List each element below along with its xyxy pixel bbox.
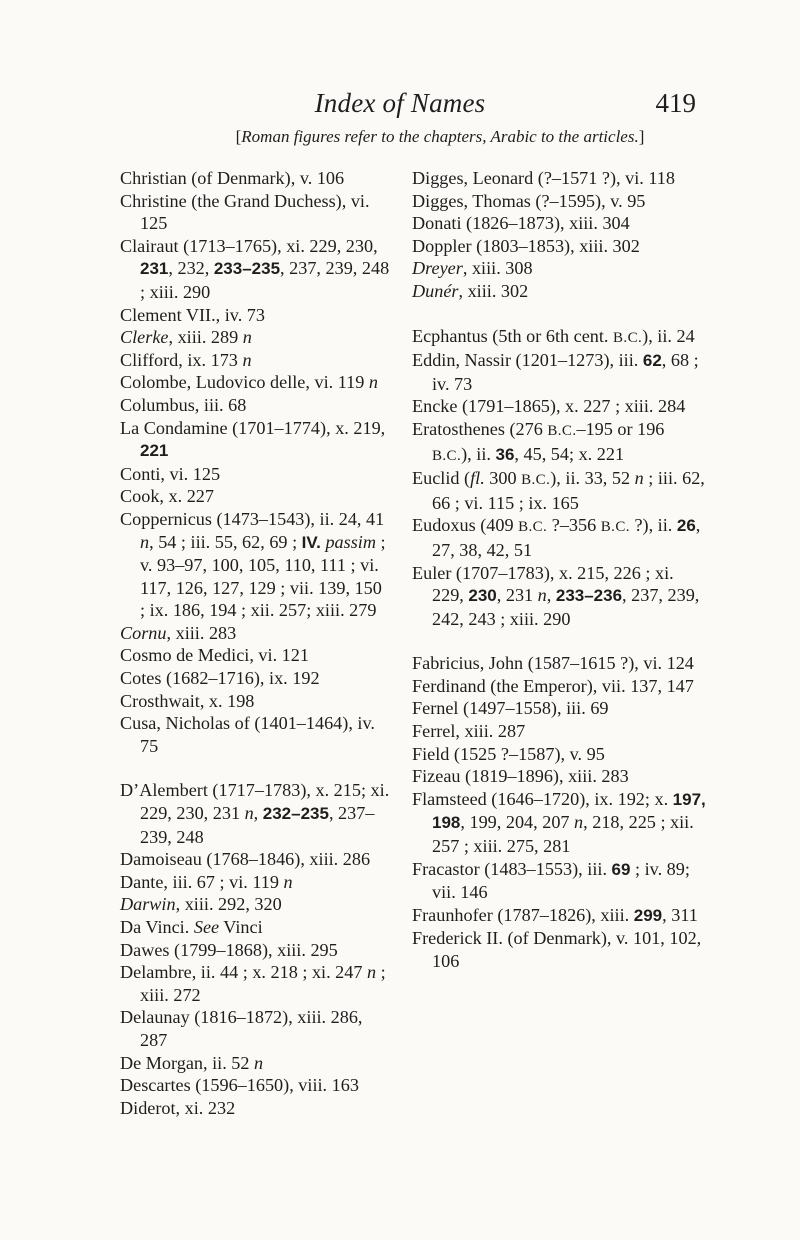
entry-reference: , 68 ; iv. 73 [432, 350, 699, 394]
entry-reference: xiii. 304 [569, 213, 630, 234]
entry-name: Eratosthenes (276 [412, 418, 548, 439]
entry-name: Euclid ( [412, 468, 471, 489]
index-entry [412, 190, 706, 213]
entry-reference: x. 219, [335, 417, 386, 438]
running-title: Index of Names [314, 88, 486, 118]
right-column [412, 167, 706, 973]
entry-reference: iii. 67 ; vi. 119 [172, 871, 284, 892]
entry-reference: fl. [470, 468, 485, 489]
entry-reference: , 231 [496, 585, 538, 606]
index-entry [120, 871, 390, 894]
entry-reference: n [574, 812, 584, 833]
index-entry [412, 904, 706, 928]
entry-reference: n [368, 372, 378, 393]
entry-reference: B.C. [547, 422, 577, 439]
entry-reference: iii. 69 [566, 698, 609, 719]
entry-name: Fabricius, John (1587–1615 ?), [412, 653, 644, 674]
entry-reference: ?), ii. [629, 515, 677, 536]
index-entry [412, 467, 706, 514]
entry-name: Cosmo de Medici, [120, 645, 259, 666]
index-entry [412, 418, 706, 467]
entry-reference: n [242, 349, 252, 370]
entry-reference: B.C. [521, 472, 551, 489]
entry-reference: , 199, 204, 207 [460, 812, 575, 833]
index-entry [412, 235, 706, 258]
index-entry [412, 325, 706, 350]
index-entry [412, 167, 706, 190]
index-entry [120, 190, 390, 235]
entry-reference: 69 [611, 859, 631, 879]
entry-reference: ix. 192; x. [594, 788, 673, 809]
entry-name: Diderot, [120, 1097, 185, 1118]
entry-reference: vii. 137, 147 [601, 675, 694, 696]
entry-reference: v. 101, 102, 106 [432, 928, 702, 971]
entry-reference: ix. 173 [187, 349, 243, 370]
index-entry [120, 779, 390, 848]
entry-reference: ; xiii. 272 [140, 962, 386, 1005]
entry-name: Cornu [120, 622, 167, 643]
entry-reference: , [546, 585, 556, 606]
entry-name: Delaunay (1816–1872), [120, 1007, 298, 1028]
entry-reference: xi. 229, 230, [286, 235, 378, 256]
index-entry [120, 644, 390, 667]
entry-name: Clairaut (1713–1765), [120, 235, 287, 256]
entry-name: Ferdinand (the Emperor), [412, 675, 602, 696]
entry-reference: iv. 75 [140, 713, 375, 756]
index-entry [120, 371, 390, 394]
index-entry [120, 326, 390, 349]
entry-reference: xiii. 283 [568, 766, 629, 787]
entry-name: Doppler (1803–1853), [412, 235, 580, 256]
index-entry [120, 508, 390, 622]
entry-reference: vi. 119 [314, 372, 369, 393]
index-entry [120, 167, 390, 190]
index-entry [120, 848, 390, 871]
index-entry [120, 1074, 390, 1097]
entry-name: Digges, Thomas (?–1595), [412, 190, 611, 211]
entry-reference: xiii. 287 [464, 721, 526, 742]
entry-reference: ; v. 93–97, 100, 105, 110, 111 ; vi. 117, 126, 127, 129 ; vii. 139, 150 ; ix. 186, 194 ; xii. 257; xiii. 279 [140, 531, 386, 621]
entry-reference: vi. 121 [258, 645, 309, 666]
index-entry [412, 257, 706, 280]
entry-name: Colombe, Ludovico delle, [120, 372, 315, 393]
entry-name: Eudoxus (409 [412, 515, 519, 536]
entry-reference: –195 or 196 [576, 418, 665, 439]
entry-name: Dawes (1799–1868), [120, 939, 278, 960]
entry-name: Da Vinci. [120, 917, 194, 937]
entry-reference: 231 [140, 259, 169, 279]
entry-name: Darwin [120, 894, 176, 915]
entry-reference: ?–356 [547, 515, 601, 536]
entry-reference: , xiii. 302 [458, 280, 529, 301]
entry-name: Christine (the Grand Duchess), [120, 190, 351, 211]
entry-name: Damoiseau (1768–1846), [120, 849, 310, 870]
entry-name: Conti, [120, 463, 170, 484]
entry-reference: IV. [301, 532, 321, 552]
entry-reference: iii. [587, 858, 612, 879]
entry-reference: , 237–239, 248 [140, 803, 375, 847]
entry-name: Cook, [120, 486, 169, 507]
index-entry [412, 743, 706, 766]
entry-reference: n [537, 585, 547, 606]
index-entry [412, 212, 706, 235]
index-entry [120, 712, 390, 757]
entry-reference: n [254, 1052, 264, 1073]
page-header [0, 88, 800, 128]
entry-reference: 62 [642, 351, 662, 371]
left-column [120, 167, 390, 1119]
entry-name: Crosthwait, [120, 690, 209, 711]
entry-name: Dreyer [412, 258, 463, 279]
index-entry [120, 463, 390, 486]
entry-reference: 233–235 [213, 259, 281, 279]
note-open-bracket: [ [235, 127, 242, 146]
entry-name: Fizeau (1819–1896), [412, 766, 569, 787]
index-entry [120, 235, 390, 304]
entry-name: Fernel (1497–1558), [412, 698, 567, 719]
index-entry [412, 349, 706, 395]
entry-reference: B.C. [613, 329, 643, 346]
entry-reference: , [253, 803, 263, 824]
index-entry [412, 765, 706, 788]
entry-name: Clifford, [120, 349, 188, 370]
entry-name: Encke (1791–1865), [412, 396, 566, 417]
entry-reference: xiii. 302 [579, 235, 640, 256]
section-gap [120, 757, 390, 779]
entry-reference: iv. 73 [224, 304, 265, 325]
entry-reference: See [193, 917, 220, 937]
entry-reference: vi. 125 [169, 463, 221, 484]
entry-name: Eddin, Nassir (1201–1273), [412, 350, 619, 371]
index-entry [412, 514, 706, 561]
index-entry [120, 939, 390, 962]
entry-name: Euler (1707–1783), [412, 562, 559, 583]
index-entry [412, 858, 706, 904]
entry-reference: v. 106 [299, 168, 345, 188]
index-entry [412, 927, 706, 972]
entry-reference: B.C. [600, 519, 630, 536]
index-entry [120, 485, 390, 508]
entry-reference: xiii. 295 [277, 939, 338, 960]
entry-reference: v. 95 [610, 190, 646, 211]
entry-reference: iii. [618, 350, 643, 371]
entry-name: La Condamine (1701–1774), [120, 417, 336, 438]
entry-reference: , xiii. 289 [168, 327, 243, 348]
entry-name: Ecphantus (5th or 6th cent. [412, 325, 614, 346]
page-number: 419 [655, 88, 696, 118]
entry-name: Ferrel, [412, 721, 465, 742]
entry-reference: passim [325, 531, 376, 552]
entry-reference: , 311 [662, 904, 698, 925]
note-close-bracket: ] [638, 127, 645, 146]
entry-reference: 221 [140, 441, 169, 461]
entry-name: Fracastor (1483–1553), [412, 858, 588, 879]
entry-reference: vi. 124 [643, 653, 694, 674]
entry-name: D’Alembert (1717–1783), [120, 780, 316, 801]
entry-name: Cotes (1682–1716), [120, 668, 270, 689]
entry-name: Dante, [120, 871, 173, 892]
section-gap [412, 303, 706, 325]
entry-reference: 197, 198 [432, 789, 706, 833]
entry-name: Coppernicus (1473–1543), [120, 508, 320, 529]
entry-name: Digges, Leonard (?–1571 ?), [412, 168, 626, 188]
index-entry [120, 916, 390, 939]
entry-name: Columbus, [120, 394, 204, 415]
entry-reference: B.C. [518, 519, 548, 536]
entry-reference: 300 [484, 468, 522, 489]
entry-name: Donati (1826–1873), [412, 213, 570, 234]
entry-reference: 36 [495, 444, 515, 464]
index-entry [412, 788, 706, 858]
index-entry [120, 667, 390, 690]
entry-reference: , 232, [168, 258, 214, 279]
entry-reference: , xiii. 292, 320 [175, 894, 282, 915]
entry-reference: , xiii. 308 [462, 258, 533, 279]
entry-reference: , 27, 38, 42, 51 [432, 515, 701, 560]
entry-name: Clerke [120, 327, 169, 348]
entry-reference: , 45, 54; x. 221 [514, 443, 625, 464]
index-entry [120, 1097, 390, 1120]
entry-reference: x. 198 [208, 690, 255, 711]
index-entry [120, 961, 390, 1006]
entry-reference: B.C. [432, 447, 462, 464]
entry-name: Cusa, Nicholas of (1401–1464), [120, 713, 358, 734]
entry-reference: , 218, 225 ; xii. 257 ; xiii. 275, 281 [432, 812, 694, 857]
index-entry [120, 1052, 390, 1075]
index-entry [120, 304, 390, 327]
entry-reference: vi. 125 [140, 190, 370, 234]
index-entry [412, 652, 706, 675]
entry-reference: xiii. 286, 287 [140, 1007, 363, 1050]
index-entry [412, 280, 706, 303]
entry-reference: , xiii. 283 [166, 622, 237, 643]
entry-reference: n [367, 962, 377, 983]
entry-reference: x. 215, 226 ; xi. 229, [432, 562, 674, 606]
entry-reference: 233–236 [555, 586, 623, 606]
entry-name: De Morgan, [120, 1052, 213, 1073]
entry-reference: ), ii. 24 [642, 325, 695, 346]
index-entry [412, 720, 706, 743]
entry-reference: , 237, 239, 248 ; xiii. 290 [140, 258, 390, 302]
entry-name: Fraunhofer (1787–1826), [412, 904, 601, 925]
note-text: Roman figures refer to the chapters, Arabic to the articles. [241, 127, 639, 146]
index-entry [412, 675, 706, 698]
entry-name: Flamsteed (1646–1720), [412, 788, 595, 809]
entry-reference: xiii. [600, 904, 634, 925]
entry-name: Descartes (1596–1650), [120, 1075, 299, 1096]
index-entry [412, 697, 706, 720]
entry-name: Delambre, [120, 962, 201, 983]
entry-reference: x. 215; xi. 229, 230, 231 [140, 780, 390, 824]
entry-reference: , 237, 239, 242, 243 ; xiii. 290 [432, 585, 700, 629]
entry-reference: 230 [468, 586, 497, 606]
entry-reference: vi. 118 [625, 168, 675, 188]
entry-reference: ii. 52 [212, 1052, 255, 1073]
entry-reference: ix. 192 [269, 668, 320, 689]
entry-reference: ; iii. 62, 66 ; vi. 115 ; ix. 165 [432, 468, 705, 513]
entry-reference: ), ii. [461, 443, 496, 464]
entry-reference: , 54 ; iii. 55, 62, 69 ; [149, 531, 302, 552]
entry-reference: 232–235 [262, 804, 329, 824]
entry-name: Field (1525 ?–1587), [412, 743, 570, 764]
entry-reference: 299 [633, 905, 663, 925]
entry-reference: ), ii. 33, 52 [550, 468, 635, 489]
index-entry [120, 690, 390, 713]
index-entry [412, 395, 706, 418]
entry-reference: Vinci [219, 917, 263, 937]
index-entry [120, 1006, 390, 1051]
entry-reference: n [634, 468, 644, 489]
entry-reference: n [242, 327, 252, 348]
section-gap [412, 630, 706, 652]
entry-reference: v. 95 [569, 743, 605, 764]
index-entry [120, 417, 390, 463]
entry-reference: x. 227 ; xiii. 284 [565, 396, 686, 417]
entry-name: Clement VII., [120, 304, 225, 325]
entry-reference: ii. 44 ; x. 218 ; xi. 247 [200, 962, 368, 983]
entry-reference: xi. 232 [184, 1097, 236, 1118]
entry-reference: xiii. 286 [309, 849, 371, 870]
entry-reference: ; iv. 89; vii. 146 [432, 858, 690, 903]
entry-reference: viii. 163 [298, 1075, 359, 1096]
entry-reference: x. 227 [168, 486, 214, 507]
index-entry [120, 622, 390, 645]
index-entry [120, 893, 390, 916]
index-note [120, 127, 760, 147]
entry-reference: n [283, 871, 293, 892]
entry-name: Frederick II. (of Denmark), [412, 928, 617, 949]
entry-reference: iii. 68 [203, 394, 247, 415]
entry-name: Dunér [412, 280, 459, 301]
entry-reference: n [140, 531, 150, 552]
index-entry [120, 394, 390, 417]
entry-reference: n [244, 803, 254, 824]
index-entry [120, 349, 390, 372]
entry-reference: ii. 24, 41 [319, 508, 385, 529]
entry-reference: 26 [676, 516, 696, 536]
entry-name: Christian (of Denmark), [120, 168, 300, 188]
index-entry [412, 562, 706, 631]
